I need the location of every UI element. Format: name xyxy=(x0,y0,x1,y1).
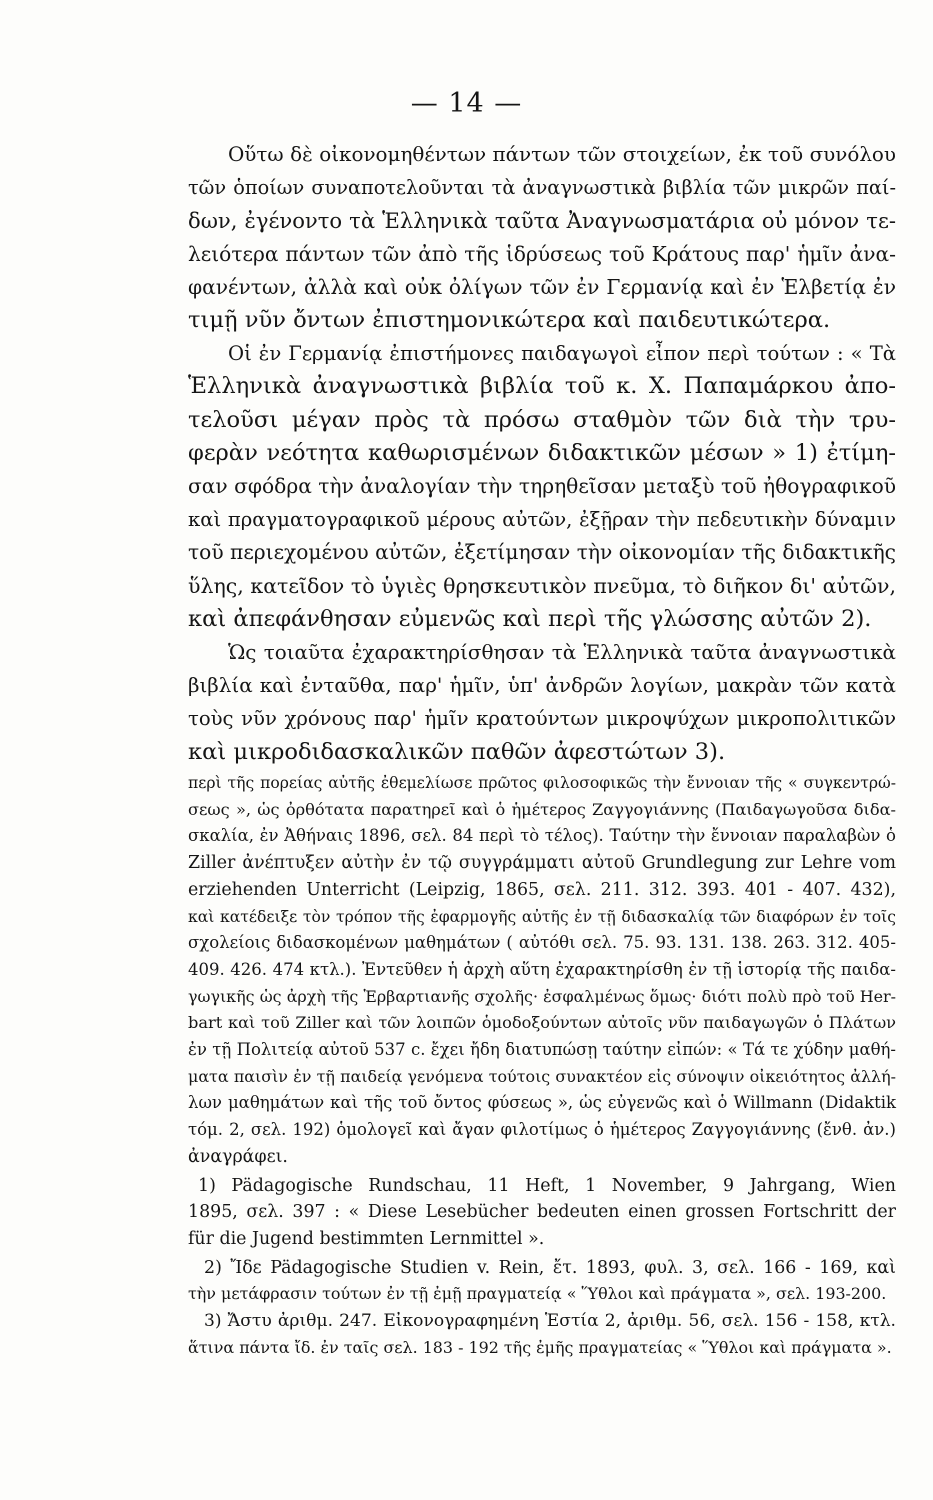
footnote-line: Ziller ἀνέπτυξεν αὐτὴν ἐν τῷ συγγράμματι αὐτοῦ Grundlegung zur Lehre vom xyxy=(188,853,896,874)
text-line: Ἑλληνικὰ ἀναγνωστικὰ βιβλία τοῦ κ. Χ. Παπαμάρκου ἀπο- xyxy=(188,373,896,400)
page-number: — 14 — xyxy=(410,88,523,119)
footnote-line: ἅτινα πάντα ἴδ. ἐν ταῖς σελ. 183 - 192 τῆς ἐμῆς πραγματείας « Ὕθλοι καὶ πράγματα ». xyxy=(188,1337,892,1357)
text-line: Ὡς τοιαῦτα ἐχαρακτηρίσθησαν τὰ Ἑλληνικὰ ταῦτα ἀναγνωστικὰ xyxy=(228,641,896,665)
footnote-line: περὶ τῆς πορείας αὐτῆς ἐθεμελίωσε πρῶτος φιλοσοφικῶς τὴν ἔννοιαν τῆς « συγκεντρώ- xyxy=(188,774,896,792)
paragraph-2 xyxy=(188,337,896,636)
paragraph-1 xyxy=(188,138,896,337)
footnote-line: λων μαθημάτων καὶ τῆς τοῦ ὄντος φύσεως », ὡς εὐγενῶς καὶ ὁ Willmann (Didaktik xyxy=(188,1093,896,1113)
footnote-line: σχολείοις διδασκομένων μαθημάτων ( αὐτόθι σελ. 75. 93. 131. 138. 263. 312. 405- xyxy=(188,933,896,953)
footnote-line: 2) Ἴδε Pädagogische Studien v. Rein, ἔτ. 1893, φυλ. 3, σελ. 166 - 169, καὶ xyxy=(204,1257,896,1278)
footnote-line: 409. 426. 474 κτλ.). Ἐντεῦθεν ἡ ἀρχὴ αὕτη ἐχαρακτηρίσθη ἐν τῇ ἱστορίᾳ τῆς παιδα- xyxy=(188,959,896,979)
footnote-line: ἐν τῇ Πολιτείᾳ αὐτοῦ 537 c. ἔχει ἤδη διατυπώσῃ ταύτην εἰπών: « Τά τε χύδην μαθή- xyxy=(188,1040,896,1060)
footnote-line: τὴν μετάφρασιν τούτων ἐν τῇ ἐμῇ πραγματείᾳ « Ὕθλοι καὶ πράγματα », σελ. 193-200. xyxy=(188,1284,887,1304)
main-text xyxy=(188,138,896,769)
footnotes xyxy=(188,770,896,1361)
text-line: τῶν ὁποίων συναποτελοῦνται τὰ ἀναγνωστικὰ βιβλία τῶν μικρῶν παί- xyxy=(188,176,896,200)
footnote-line: bart καὶ τοῦ Ziller καὶ τῶν λοιπῶν ὁμοδοξούντων αὐτοῖς νῦν παιδαγωγῶν ὁ Πλάτων xyxy=(188,1013,896,1033)
footnote-line: erziehenden Unterricht (Leipzig, 1865, σελ. 211. 312. 393. 401 - 407. 432), xyxy=(188,879,896,900)
footnote-line: σκαλία, ἐν Ἀθήναις 1896, σελ. 84 περὶ τὸ τέλος). Ταύτην τὴν ἔννοιαν παραλαβὼν ὁ xyxy=(188,826,896,846)
text-line: λειότερα πάντων τῶν ἀπὸ τῆς ἱδρύσεως τοῦ Κράτους παρ' ἡμῖν ἀνα- xyxy=(188,241,896,266)
text-line: φερὰν νεότητα καθωρισμένων διδακτικῶν μέσων » 1) ἐτίμη- xyxy=(188,439,896,466)
text-line: καὶ ἀπεφάνθησαν εὐμενῶς καὶ περὶ τῆς γλώσσης αὐτῶν 2). xyxy=(188,605,872,632)
paragraph-3 xyxy=(188,636,896,769)
text-line: φανέντων, ἀλλὰ καὶ οὐκ ὀλίγων τῶν ἐν Γερμανίᾳ καὶ ἐν Ἑλβετίᾳ ἐν xyxy=(188,274,896,299)
footnote-line: ἀναγράφει. xyxy=(188,1146,288,1167)
text-line: Οἱ ἐν Γερμανίᾳ ἐπιστήμονες παιδαγωγοὶ εἶπον περὶ τούτων : « Τὰ xyxy=(228,342,896,366)
footnote-line: für die Jugend bestimmten Lernmittel ». xyxy=(188,1228,545,1249)
text-line: βιβλία καὶ ἐνταῦθα, παρ' ἡμῖν, ὑπ' ἀνδρῶν λογίων, μακρὰν τῶν κατὰ xyxy=(188,674,896,698)
text-line: ὕλης, κατεῖδον τὸ ὑγιὲς θρησκευτικὸν πνεῦμα, τὸ διῆκον δι' αὐτῶν, xyxy=(188,573,896,598)
text-line: τοῦ περιεχομένου αὐτῶν, ἐξετίμησαν τὴν οἰκονομίαν τῆς διδακτικῆς xyxy=(188,540,896,565)
footnote-line: σεως », ὡς ὀρθότατα παρατηρεῖ καὶ ὁ ἡμέτερος Ζαγγογιάννης (Παιδαγωγοῦσα διδα- xyxy=(188,799,896,819)
footnote-line: καὶ κατέδειξε τὸν τρόπον τῆς ἐφαρμογῆς αὐτῆς ἐν τῇ διδασκαλίᾳ τῶν διαφόρων ἐν τοῖς xyxy=(188,907,896,926)
text-line: καὶ μικροδιδασκαλικῶν παθῶν ἀφεστώτων 3). xyxy=(188,738,726,765)
footnote-line: τόμ. 2, σελ. 192) ὁμολογεῖ καὶ ἄγαν φιλοτίμως ὁ ἡμέτερος Ζαγγογιάννης (ἔνθ. ἀν.) xyxy=(188,1120,896,1140)
text-line: Οὕτω δὲ οἰκονομηθέντων πάντων τῶν στοιχείων, ἐκ τοῦ συνόλου xyxy=(228,143,896,166)
footnote-1 xyxy=(188,1173,896,1253)
text-line: τελοῦσι μέγαν πρὸς τὰ πρόσω σταθμὸν τῶν διὰ τὴν τρυ- xyxy=(188,406,896,433)
text-line: σαν σφόδρα τὴν ἀναλογίαν τὴν τηρηθεῖσαν μεταξὺ τοῦ ἠθογραφικοῦ xyxy=(188,474,897,499)
footnote-line: γωγικῆς ὡς ἀρχὴ τῆς Ἑρβαρτιανῆς σχολῆς· ἐσφαλμένως ὅμως· διότι πολὺ πρὸ τοῦ Her- xyxy=(188,986,896,1006)
footnote-2 xyxy=(188,1255,896,1308)
text-line: τοὺς νῦν χρόνους παρ' ἡμῖν κρατούντων μικροψύχων μικροπολιτικῶν xyxy=(188,707,896,731)
text-line: τιμῇ νῦν ὄντων ἐπιστημονικώτερα καὶ παιδευτικώτερα. xyxy=(188,307,831,334)
footnote-line: 1) Pädagogische Rundschau, 11 Heft, 1 November, 9 Jahrgang, Wien xyxy=(198,1175,896,1196)
text-line: δων, ἐγένοντο τὰ Ἑλληνικὰ ταῦτα Ἀναγνωσματάρια οὐ μόνον τε- xyxy=(188,208,896,234)
footnote-line: 1895, σελ. 397 : « Diese Lesebücher bedeuten einen grossen Fortschritt der xyxy=(188,1202,896,1223)
footnote-line: 3) Ἄστυ ἀριθμ. 247. Εἰκονογραφημένη Ἑστία 2, ἀριθμ. 56, σελ. 156 - 158, κτλ. xyxy=(204,1311,896,1332)
text-line: καὶ πραγματογραφικοῦ μέρους αὐτῶν, ἐξῇραν τὴν πεδευτικὴν δύναμιν xyxy=(188,508,896,532)
footnote-continuation xyxy=(188,770,896,1171)
footnote-line: ματα παισὶν ἐν τῇ παιδείᾳ γενόμενα τούτοις συνακτέον εἰς σύνοψιν οἰκειότητος ἀλλή- xyxy=(188,1066,896,1086)
footnote-3 xyxy=(188,1308,896,1361)
